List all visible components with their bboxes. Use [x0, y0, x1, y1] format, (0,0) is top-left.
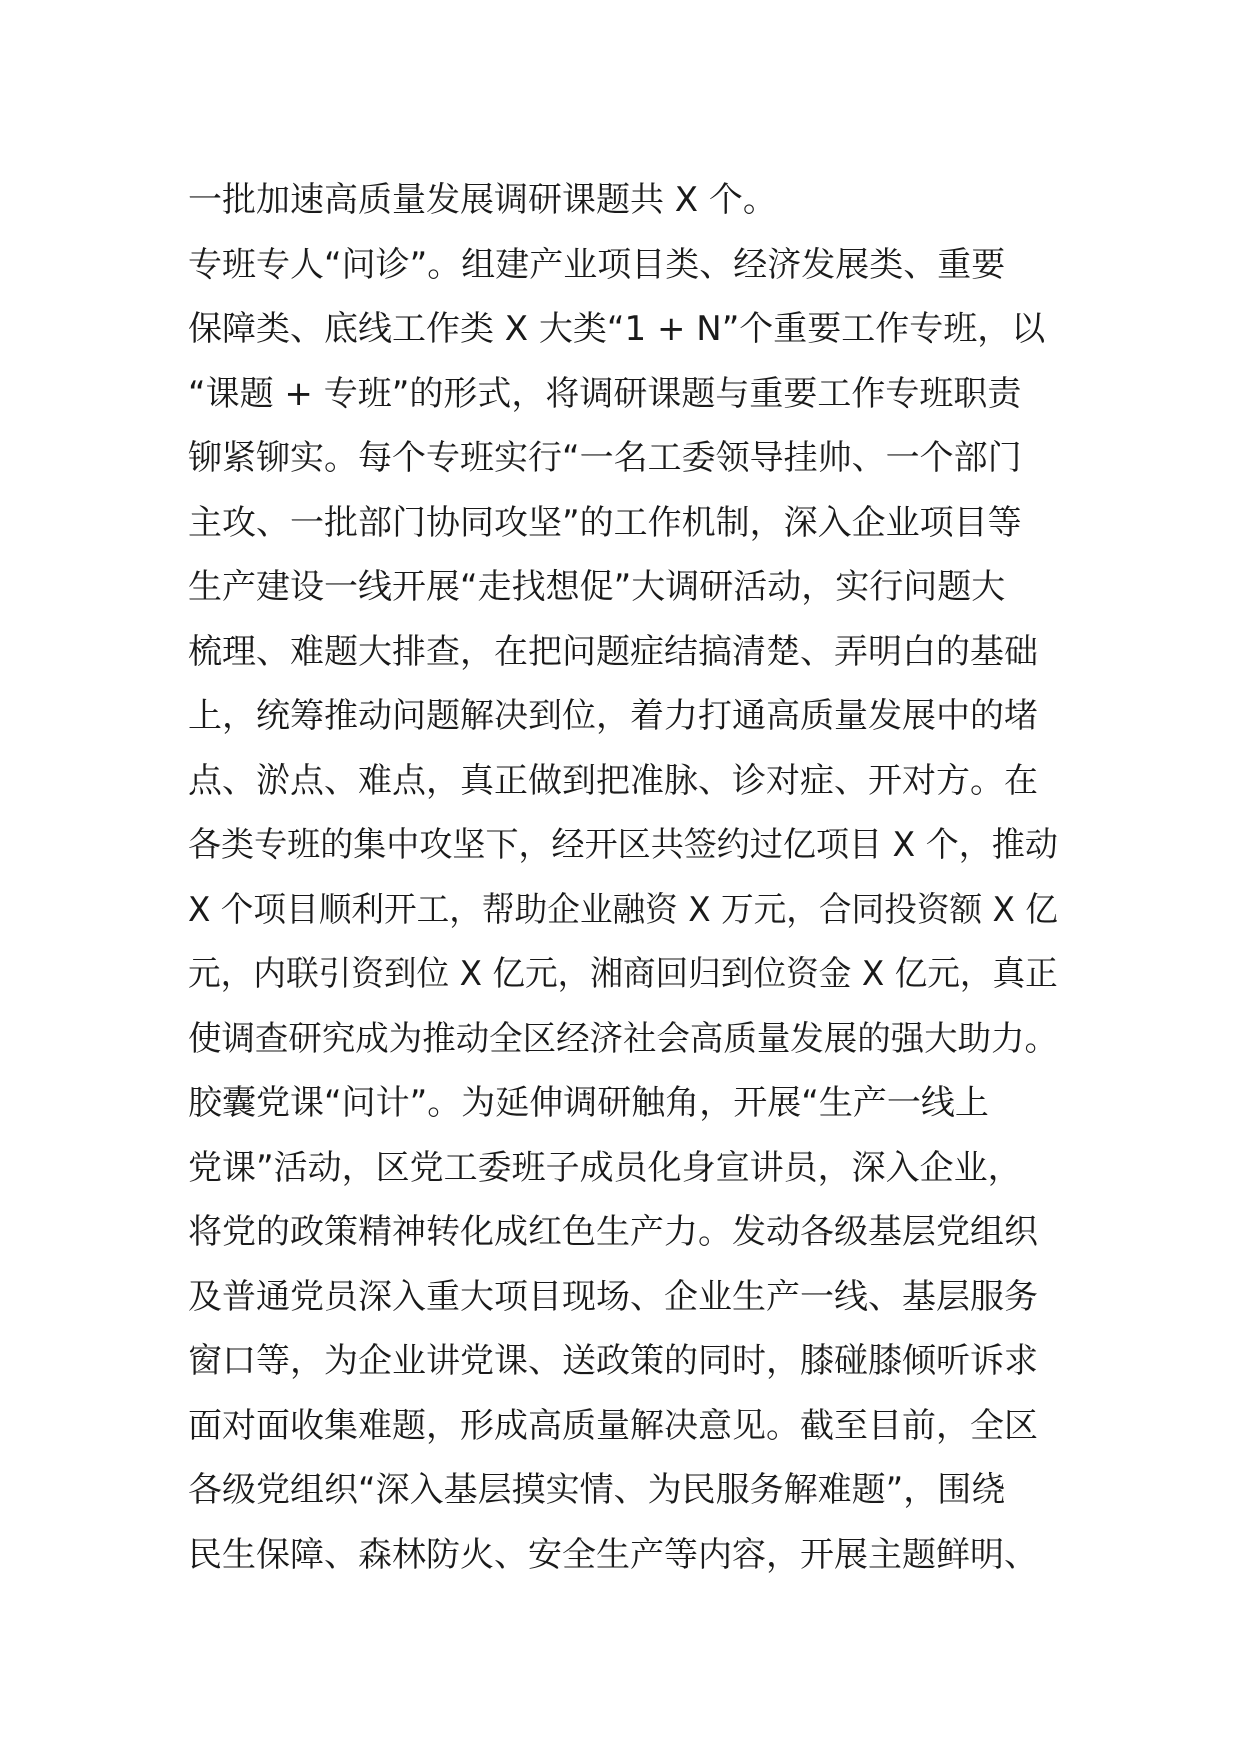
text-line-6: 主攻、一批部门协同攻坚”的工作机制，深入企业项目等: [188, 502, 1022, 543]
text-line-2: 专班专人“问诊”。组建产业项目类、经济发展类、重要: [188, 244, 1006, 285]
text-line-20: 面对面收集难题，形成高质量解决意见。截至目前，全区: [188, 1405, 1038, 1446]
text-line-10: 点、淤点、难点，真正做到把准脉、诊对症、开对方。在: [188, 760, 1038, 801]
text-line-5: 铆紧铆实。每个专班实行“一名工委领导挂帅、一个部门: [188, 438, 1022, 478]
text-line-21: 各级党组织“深入基层摸实情、为民服务解难题”，围绕: [188, 1470, 1006, 1510]
text-line-22: 民生保障、森林防火、安全生产等内容，开展主题鲜明、: [188, 1534, 1038, 1575]
text-line-3: 保障类、底线工作类 X 大类“1 + N”个重要工作专班，以: [188, 309, 1046, 349]
text-line-12: X 个项目顺利开工，帮助企业融资 X 万元，合同投资额 X 亿: [188, 889, 1058, 930]
text-line-13: 元，内联引资到位 X 亿元，湘商回归到位资金 X 亿元，真正: [188, 954, 1058, 994]
text-line-18: 及普通党员深入重大项目现场、企业生产一线、基层服务: [188, 1276, 1038, 1317]
text-line-9: 上，统筹推动问题解决到位，着力打通高质量发展中的堵: [188, 696, 1038, 736]
text-line-8: 梳理、难题大排查，在把问题症结搞清楚、弄明白的基础: [188, 631, 1038, 672]
text-line-14: 使调查研究成为推动全区经济社会高质量发展的强大助力。: [188, 1018, 1058, 1059]
text-line-16: 党课”活动，区党工委班子成员化身宣讲员，深入企业，: [188, 1147, 1022, 1188]
document-body: [188, 168, 1058, 1587]
text-line-15: 胶囊党课“问计”。为延伸调研触角，开展“生产一线上: [188, 1083, 989, 1123]
text-line-1: 一批加速高质量发展调研课题共 X 个。: [188, 180, 777, 220]
text-line-4: “课题 + 专班”的形式，将调研课题与重要工作专班职责: [188, 373, 1022, 414]
text-line-11: 各类专班的集中攻坚下，经开区共签约过亿项目 X 个，推动: [188, 825, 1058, 865]
text-line-19: 窗口等，为企业讲党课、送政策的同时，膝碰膝倾听诉求: [188, 1341, 1038, 1381]
text-line-17: 将党的政策精神转化成红色生产力。发动各级基层党组织: [188, 1212, 1038, 1252]
text-line-7: 生产建设一线开展“走找想促”大调研活动，实行问题大: [188, 567, 1006, 607]
